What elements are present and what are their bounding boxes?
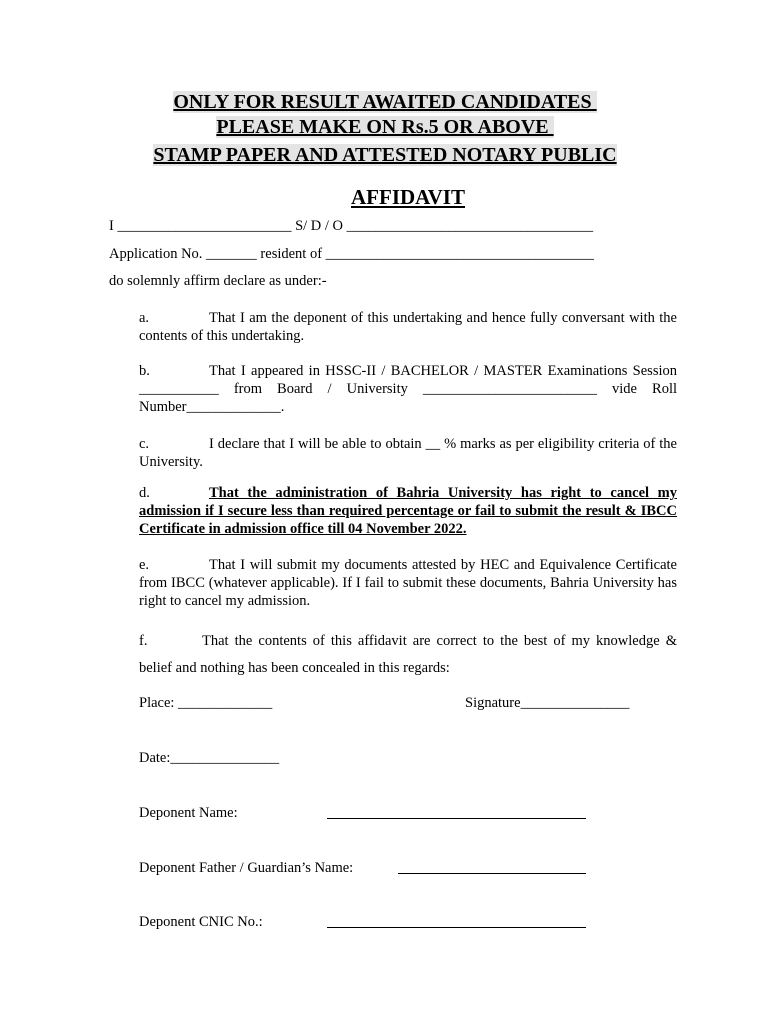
clause-label: d. (139, 485, 150, 501)
clause-text: That the contents of this affidavit are correct to the best of my knowledge & belief and nothing has been concealed in this regards: (139, 633, 677, 676)
deponent-name-label: Deponent Name: (139, 805, 238, 821)
header-line-2: PLEASE MAKE ON Rs.5 OR ABOVE (216, 116, 554, 138)
cnic-blank[interactable] (327, 927, 586, 928)
intro-affirm-line: do solemnly affirm declare as under:- (109, 273, 327, 289)
date-field[interactable]: Date:_______________ (139, 750, 280, 766)
header-line-3: STAMP PAPER AND ATTESTED NOTARY PUBLIC (153, 144, 617, 166)
clause-b (139, 362, 677, 416)
cnic-label: Deponent CNIC No.: (139, 914, 263, 930)
father-name-blank[interactable] (398, 873, 586, 874)
intro-name-line: I ________________________ S/ D / O __________________________________ (109, 218, 594, 234)
clause-text: That I appeared in HSSC-II / BACHELOR / MASTER Examinations Session ___________ from Board / University ________________________ vide Roll Number_____________. (139, 363, 677, 415)
clause-f (139, 628, 677, 682)
clause-label: a. (139, 310, 150, 326)
place-field[interactable]: Place: _____________ (139, 695, 273, 711)
clause-label: e. (139, 557, 150, 573)
clause-text: That the administration of Bahria University has right to cancel my admission if I secure less than required percentage or fail to submit the result & IBCC Certificate in admission office till 04 November 2022. (139, 485, 677, 537)
clause-e (139, 556, 677, 610)
clause-label: c. (139, 436, 150, 452)
deponent-name-blank[interactable] (327, 818, 586, 819)
clause-text: I declare that I will be able to obtain __ % marks as per eligibility criteria of the University. (139, 436, 677, 470)
header-line-1: ONLY FOR RESULT AWAITED CANDIDATES (173, 91, 597, 113)
page-title: AFFIDAVIT (351, 185, 465, 209)
clause-label: b. (139, 363, 150, 379)
father-name-label: Deponent Father / Guardian’s Name: (139, 860, 354, 876)
clause-text: That I am the deponent of this undertaking and hence fully conversant with the contents of this undertaking. (139, 310, 677, 344)
clause-c (139, 435, 677, 471)
signature-field[interactable]: Signature_______________ (465, 695, 630, 711)
clause-a (139, 309, 677, 345)
clause-d (139, 484, 677, 538)
clause-text: That I will submit my documents attested by HEC and Equivalence Certificate from IBCC (whatever applicable). If I fail to submit these documents, Bahria University has right to cancel my admission. (139, 557, 677, 609)
clause-label: f. (139, 633, 148, 649)
intro-application-line: Application No. _______ resident of _____________________________________ (109, 246, 594, 262)
